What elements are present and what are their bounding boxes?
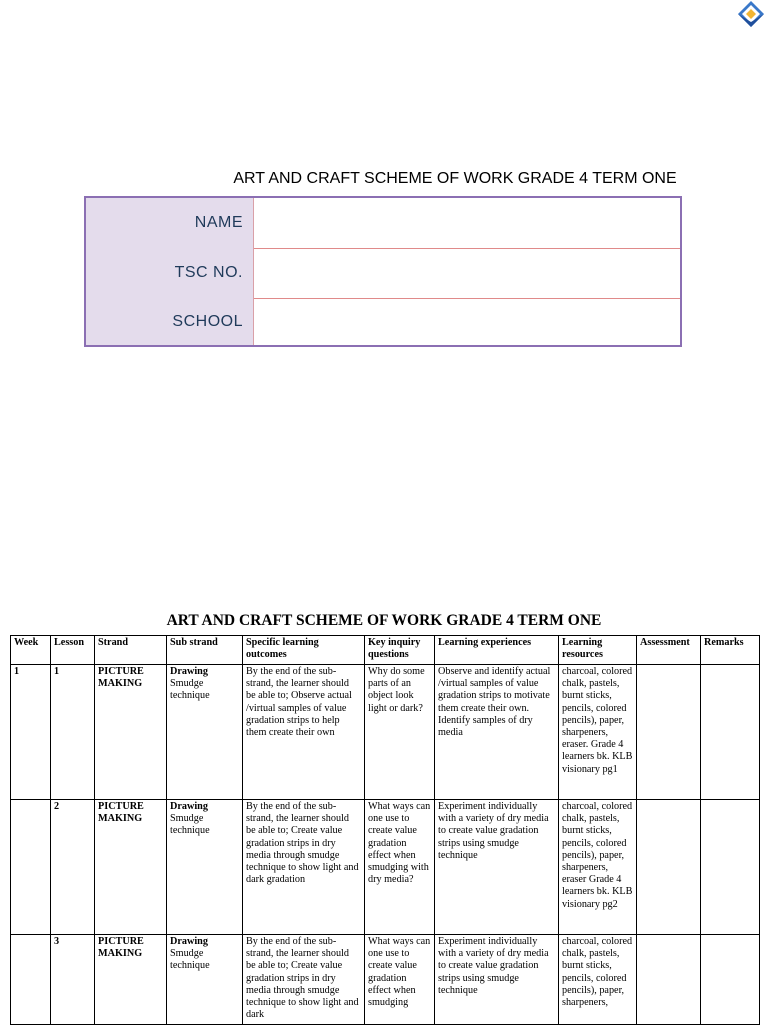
sub-strand-cell [167, 800, 243, 935]
lesson-cell: 3 [51, 935, 95, 1025]
outcomes-cell: By the end of the sub-strand, the learner should be able to; Create value gradation strips in dry media through smudge technique to show light and dark gradation [243, 800, 365, 935]
week-cell [11, 800, 51, 935]
resources-cell: charcoal, colored chalk, pastels, burnt sticks, pencils, colored pencils), paper, sharpeners, eraser. Grade 4 learners bk. KLB visionary pg1 [559, 665, 637, 800]
resources-cell: charcoal, colored chalk, pastels, burnt sticks, pencils, colored pencils), paper, sharpeners, [559, 935, 637, 1025]
resources-cell: charcoal, colored chalk, pastels, burnt sticks, pencils, colored pencils), paper, sharpeners, eraser Grade 4 learners bk. KLB visionary pg2 [559, 800, 637, 935]
experiences-cell: Experiment individually with a variety of dry media to create value gradation strips using smudge technique [435, 800, 559, 935]
info-row-name [86, 198, 680, 248]
cover-title: ART AND CRAFT SCHEME OF WORK GRADE 4 TERM ONE [233, 170, 677, 187]
sub-strand-cell [167, 665, 243, 800]
sub-strand-text: Smudge technique [170, 813, 210, 837]
teacher-info-box [84, 196, 682, 347]
assessment-cell [637, 800, 701, 935]
header-week: Week [11, 636, 51, 665]
info-row-tsc [86, 248, 680, 298]
week-cell: 1 [11, 665, 51, 800]
experiences-cell: Observe and identify actual /virtual samples of value gradation strips to motivate them create their own. Identify samples of dry media [435, 665, 559, 800]
header-sub-strand: Sub strand [167, 636, 243, 665]
header-remarks: Remarks [701, 636, 760, 665]
table-header-row [11, 636, 760, 665]
strand-cell: PICTURE MAKING [95, 800, 167, 935]
assessment-cell [637, 935, 701, 1025]
tsc-no-label: TSC NO. [86, 248, 253, 298]
table-row [11, 800, 760, 935]
table-row [11, 665, 760, 800]
tsc-no-value [253, 248, 680, 298]
sub-strand-title: Drawing [170, 666, 208, 677]
questions-cell: Why do some parts of an object look light or dark? [365, 665, 435, 800]
info-row-school [86, 298, 680, 345]
name-value [253, 198, 680, 248]
outcomes-cell: By the end of the sub-strand, the learner should be able to; Observe actual /virtual samples of value gradation strips to help them create their own [243, 665, 365, 800]
sub-strand-text: Smudge technique [170, 948, 210, 972]
questions-cell: What ways can one use to create value gradation effect when smudging [365, 935, 435, 1025]
header-questions: Key inquiry questions [365, 636, 435, 665]
strand-cell: PICTURE MAKING [95, 935, 167, 1025]
header-assessment: Assessment [637, 636, 701, 665]
week-cell [11, 935, 51, 1025]
sub-strand-cell [167, 935, 243, 1025]
table-row [11, 935, 760, 1025]
sub-strand-title: Drawing [170, 936, 208, 947]
outcomes-cell: By the end of the sub-strand, the learner should be able to; Create value gradation strips in dry media through smudge technique to show light and dark [243, 935, 365, 1025]
header-experiences: Learning experiences [435, 636, 559, 665]
header-lesson: Lesson [51, 636, 95, 665]
school-label: SCHOOL [86, 298, 253, 345]
strand-cell: PICTURE MAKING [95, 665, 167, 800]
lesson-cell: 1 [51, 665, 95, 800]
experiences-cell: Experiment individually with a variety of dry media to create value gradation strips using smudge technique [435, 935, 559, 1025]
name-label: NAME [86, 198, 253, 248]
questions-cell: What ways can one use to create value gradation effect when smudging with dry media? [365, 800, 435, 935]
assessment-cell [637, 665, 701, 800]
lesson-cell: 2 [51, 800, 95, 935]
blue-diamond-logo-icon [736, 0, 766, 28]
remarks-cell [701, 935, 760, 1025]
header-outcomes: Specific learning outcomes [243, 636, 365, 665]
remarks-cell [701, 665, 760, 800]
school-value [253, 298, 680, 345]
header-resources: Learning resources [559, 636, 637, 665]
remarks-cell [701, 800, 760, 935]
header-strand: Strand [95, 636, 167, 665]
scheme-of-work-table [10, 635, 760, 1025]
sub-strand-title: Drawing [170, 801, 208, 812]
scheme-table-title: ART AND CRAFT SCHEME OF WORK GRADE 4 TERM ONE [166, 612, 602, 629]
sub-strand-text: Smudge technique [170, 678, 210, 702]
